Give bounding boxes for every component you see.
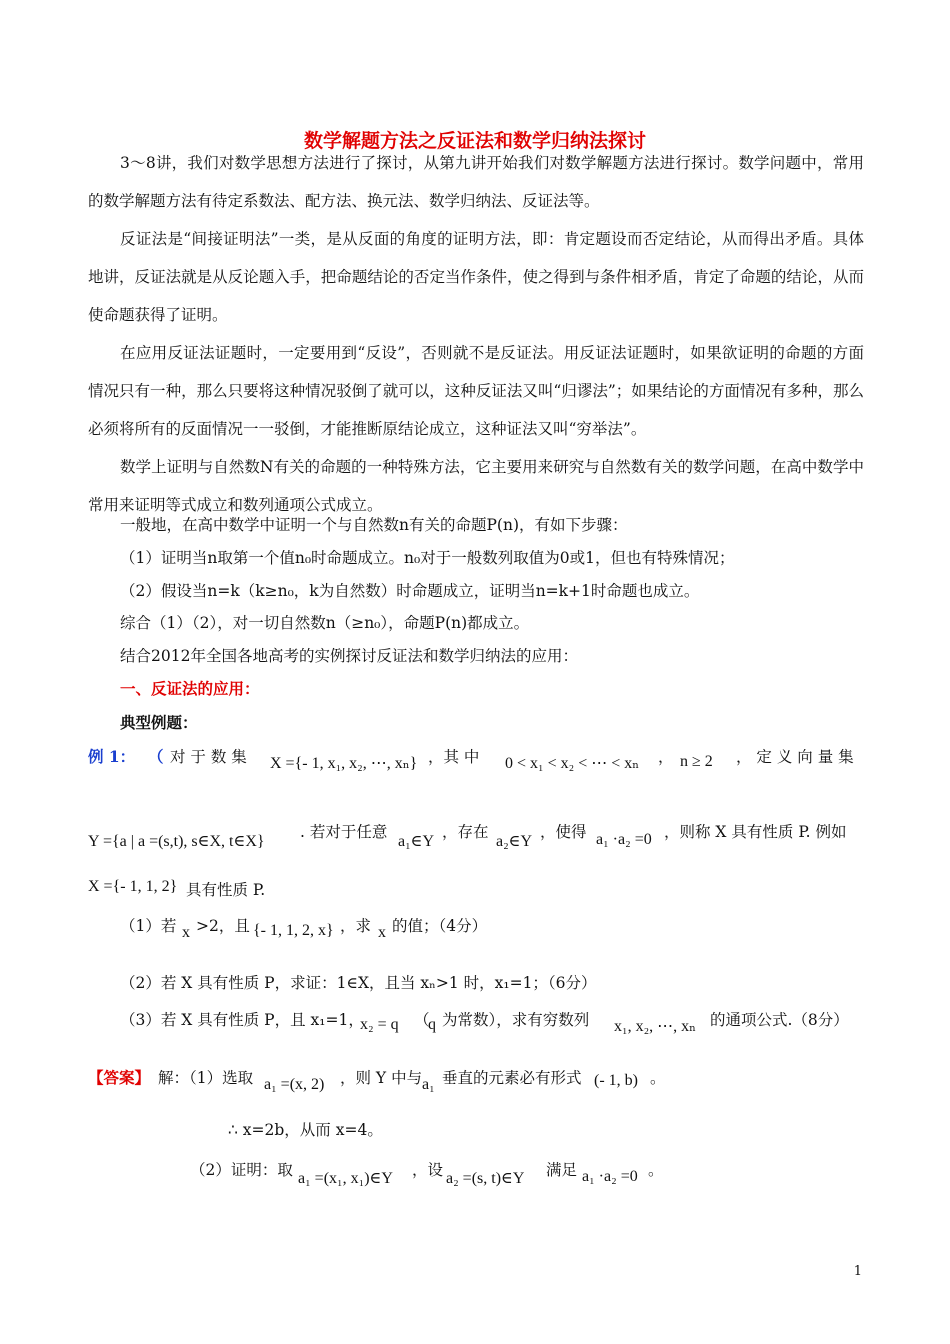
paragraph-induction: 数学上证明与自然数N有关的命题的一种特殊方法，它主要用来研究与自然数有关的数学问题，在高中数学中常用来证明等式成立和数列通项公式成立。 [88,458,864,514]
orthogonal-formula: a₁ ·a₂ =0 [582,1168,638,1185]
example-text-9: 具有性质 P. [186,881,266,899]
answer-part-1-result: ∴ x=2b，从而 x=4。 [228,1121,383,1139]
inequality-formula: 0 < x₁ < x₂ < ⋯ < xₙ [505,755,640,772]
a1-diagonal-formula: a₁ =(x₁, x₁)∈Y [298,1170,393,1187]
variable-q: q [428,1016,436,1033]
example-text-6: ，存在 [442,823,489,841]
set-x-formula: X ={- 1, x₁, x₂, ⋯, xₙ} [270,755,418,772]
typical-examples-heading: 典型例题： [120,714,198,732]
question-3-b: （ [414,1011,430,1029]
example-text-8: ，则称 X 具有性质 P. 例如 [664,823,847,841]
answer-part-2-b: ，设 [412,1161,444,1179]
set-with-x-formula: {- 1, 1, 2, x} [253,922,334,939]
example-text-1: 对 于 数 集 [170,748,247,766]
example-label: 例 1： [88,747,136,766]
variable-x-2: x [378,924,386,941]
example-paren: （ [148,747,164,766]
a2-in-y-formula: a₂∈Y [496,833,533,850]
question-2: （2）若 X 具有性质 P，求证：1∈X，且当 xₙ>1 时，x₁=1；（6分） [120,974,597,992]
a1-vector-formula: a₁ =(x, 2) [264,1076,325,1093]
a1-symbol: a₁ [422,1076,435,1093]
answer-part-1-b: ，则 Y 中与 [340,1069,423,1087]
document-title: 数学解题方法之反证法和数学归纳法探讨 [303,130,646,152]
a1-in-y-formula: a₁∈Y [398,833,435,850]
answer-part-2-d: 。 [648,1161,664,1179]
question-3-a: （3）若 X 具有性质 P，且 x₁=1， [120,1011,364,1029]
question-3-c: 为常数），求有穷数列 [442,1011,590,1029]
question-1-c: ，求 [340,917,372,935]
induction-conclusion: 综合（1）（2），对一切自然数n（≥n₀），命题P(n)都成立。 [120,614,530,632]
n-condition-formula: n ≥ 2 [680,753,713,770]
x2-equals-q-formula: x₂ = q [360,1016,399,1033]
example-text-7: ，使得 [540,823,587,841]
question-3-d: 的通项公式.（8分） [710,1011,849,1029]
example-set-formula: X ={- 1, 1, 2} [88,878,178,895]
example-text-2: ，其 中 [428,748,480,766]
example-text-5: . 若对于任意 [300,823,388,841]
paragraph-reductio: 在应用反证法证题时，一定要用到“反设”，否则就不是反证法。用反证法证题时，如果欲证明的命题的方面情况只有一种，那么只要将这种情况驳倒了就可以，这种反证法又叫“归谬法”；如果结论的方面情况有多种，那么必须将所有的反面情况一一驳倒，才能推断原结论成立，这种证法又叫“穷举法”。 [88,344,864,438]
example-text-3: ， [658,748,674,766]
answer-part-1-d: 。 [650,1069,666,1087]
paragraph-intro: 3～8讲，我们对数学思想方法进行了探讨，从第九讲开始我们对数学解题方法进行探讨。数学问题中，常用的数学解题方法有待定系数法、配方法、换元法、数学归纳法、反证法等。 [88,154,864,210]
induction-step-1: （1）证明当n取第一个值n₀时命题成立。n₀对于一般数列取值为0或1，但也有特殊情况； [120,549,735,567]
example-text-4: ， 定 义 向 量 集 [736,748,854,766]
answer-part-2-a: （2）证明：取 [190,1161,293,1179]
answer-part-1-c: 垂直的元素必有形式 [442,1069,582,1087]
question-1-a: （1）若 [120,917,177,935]
perpendicular-form-formula: (- 1, b) [594,1072,638,1089]
question-1-b: >2，且 [196,917,250,935]
a2-vector-formula: a₂ =(s, t)∈Y [446,1170,525,1187]
examples-intro: 结合2012年全国各地高考的实例探讨反证法和数学归纳法的应用： [120,647,578,665]
paragraph-proof-by-contradiction: 反证法是“间接证明法”一类，是从反面的角度的证明方法，即：肯定题设而否定结论，从而得出矛盾。具体地讲，反证法就是从反论题入手，把命题结论的否定当作条件，使之得到与条件相矛盾，肯定了命题的结论，从而使命题获得了证明。 [88,230,864,324]
dot-product-formula: a₁ ·a₂ =0 [596,831,652,848]
sequence-formula: x₁, x₂, ⋯, xₙ [614,1018,697,1035]
page-number: 1 [853,1264,862,1279]
answer-label: 【答案】 [88,1069,151,1087]
induction-step-2: （2）假设当n=k（k≥n₀，k为自然数）时命题成立，证明当n=k+1时命题也成立。 [120,582,700,600]
set-y-formula: Y ={a | a =(s,t), s∈X, t∈X} [88,833,265,850]
answer-part-2-c: 满足 [546,1161,578,1179]
variable-x: x [182,924,190,941]
section-heading-contradiction: 一、反证法的应用： [120,680,260,698]
question-1-d: 的值；（4分） [392,917,488,935]
answer-part-1-a: 解：（1）选取 [158,1069,254,1087]
induction-steps-intro: 一般地，在高中数学中证明一个与自然数n有关的命题P(n)，有如下步骤： [120,516,628,534]
